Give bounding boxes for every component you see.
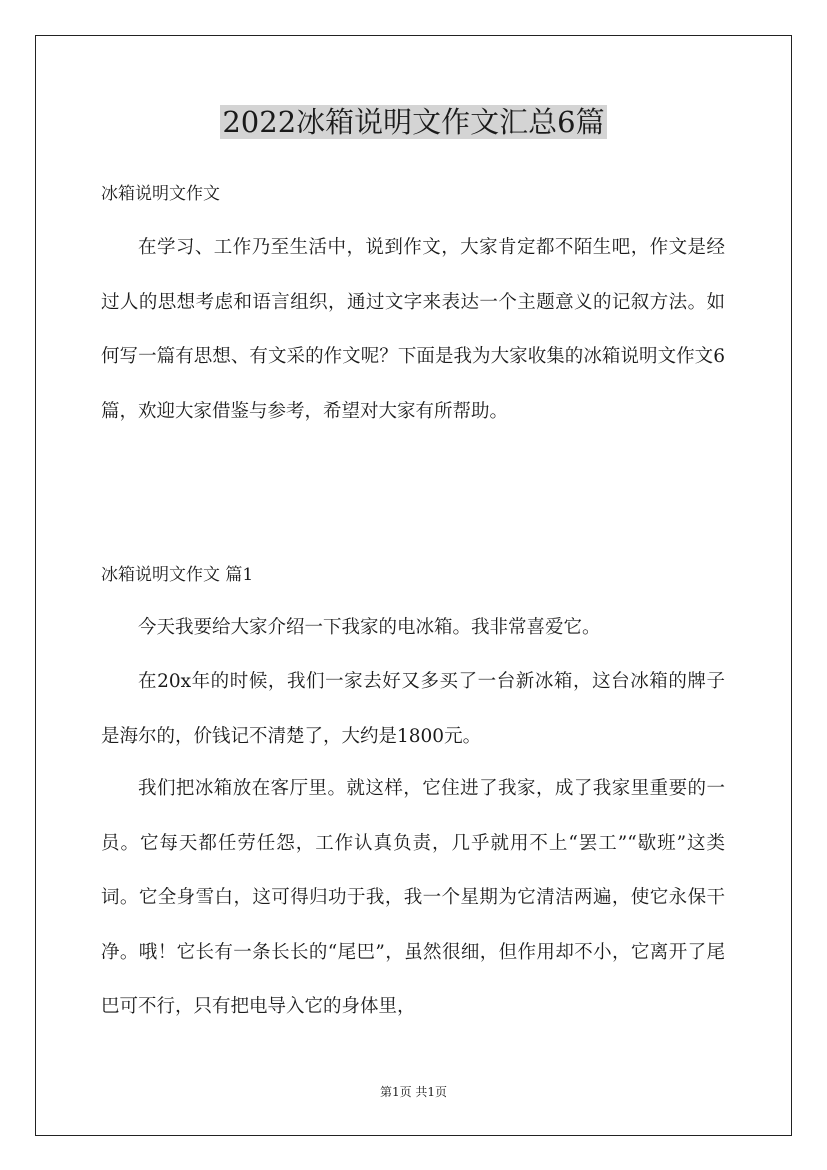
body-paragraph: 今天我要给大家介绍一下我家的电冰箱。我非常喜爱它。: [138, 617, 601, 638]
body-paragraph: 在20x年的时候，我们一家去好又多买了一台新冰箱，这台冰箱的牌子是海尔的，价钱记不清楚了，大约是1800元。: [101, 671, 725, 747]
body-paragraph: 我们把冰箱放在客厅里。就这样，它住进了我家，成了我家里重要的一员。它每天都任劳任怨，工作认真负责，几乎就用不上“罢工”“歇班”这类词。它全身雪白，这可得归功于我，我一个星期为它清洁两遍，使它永保干净。哦！它长有一条长长的“尾巴”，虽然很细，但作用却不小，它离开了尾巴可不行，只有把电导入它的身体里，: [101, 778, 725, 1017]
document-title-text: 2022冰箱说明文作文汇总6篇: [222, 105, 605, 139]
page-number-footer: 第1页 共1页: [379, 1085, 448, 1099]
section-heading: 冰箱说明文作文 篇1: [101, 565, 254, 585]
document-title: [0, 102, 827, 142]
intro-heading: 冰箱说明文作文: [101, 184, 220, 204]
intro-paragraph: 在学习、工作乃至生活中，说到作文，大家肯定都不陌生吧，作文是经过人的思想考虑和语言组织，通过文字来表达一个主题意义的记叙方法。如何写一篇有思想、有文采的作文呢？下面是我为大家收集的冰箱说明文作文6篇，欢迎大家借鉴与参考，希望对大家有所帮助。: [101, 237, 725, 422]
